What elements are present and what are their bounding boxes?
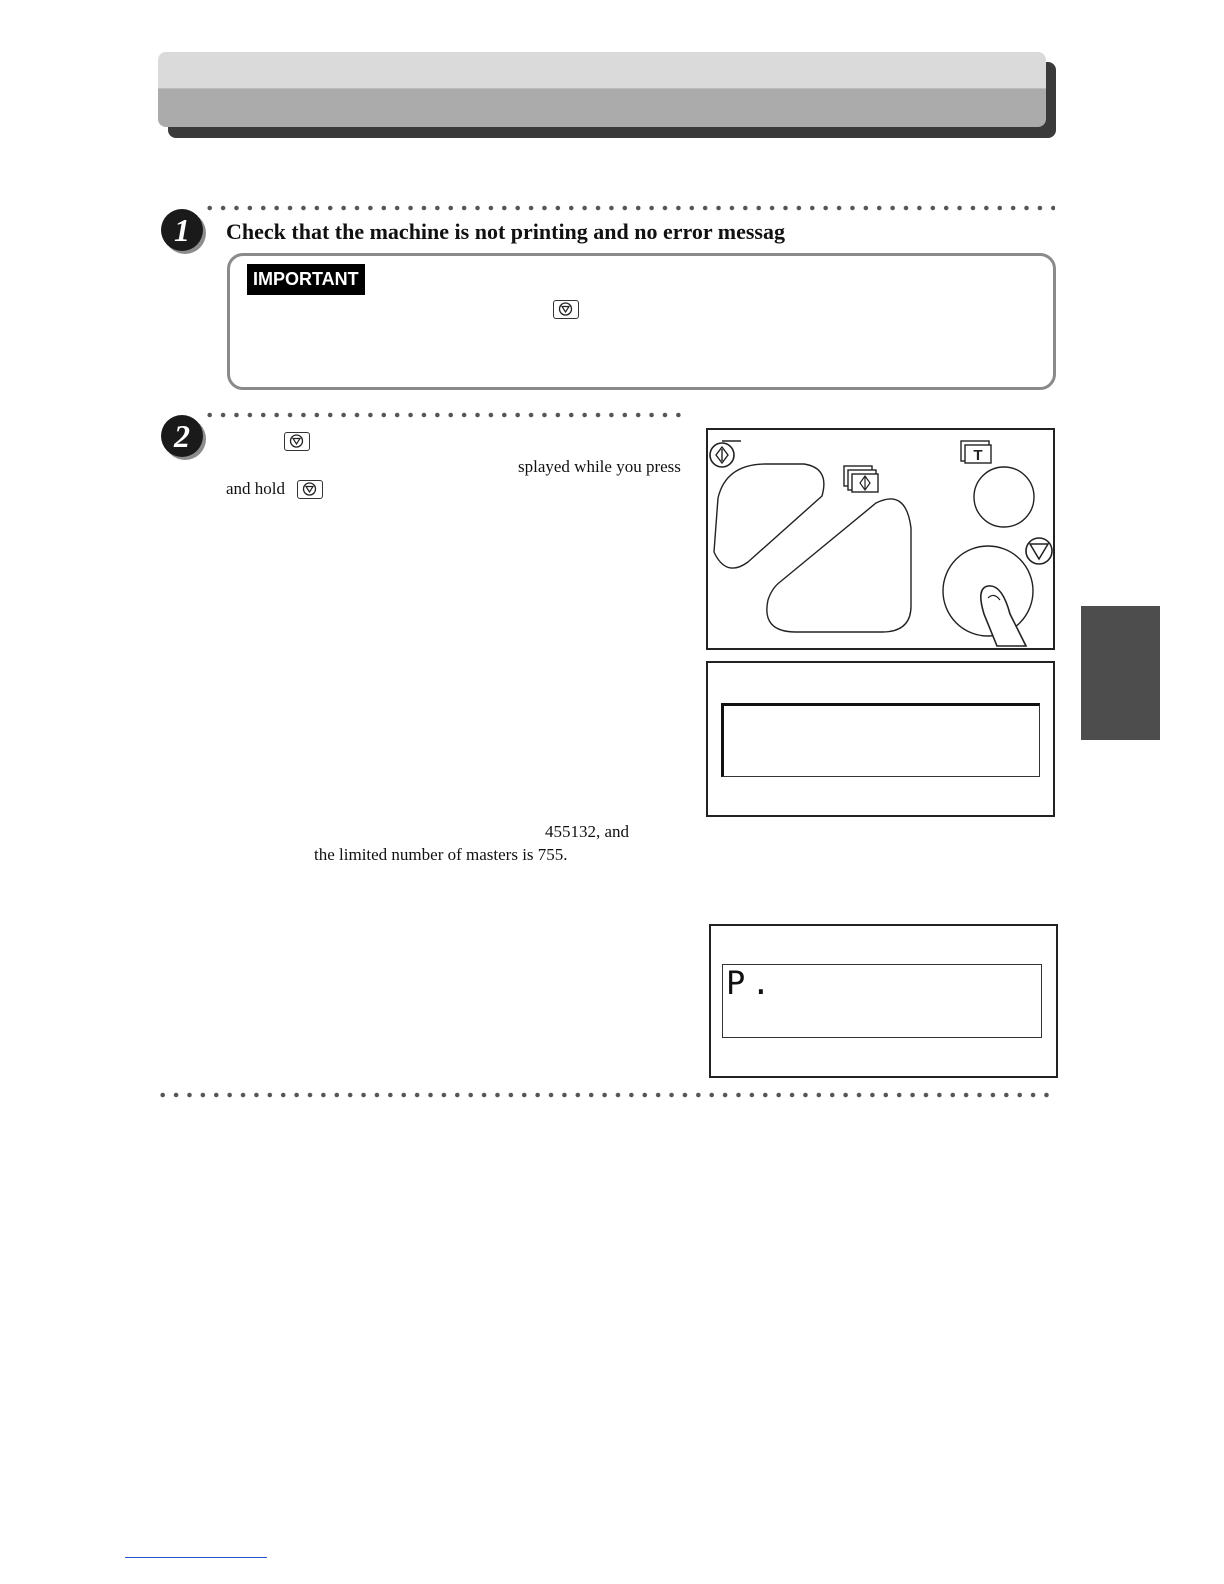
stop-key-icon [553,300,579,319]
footer-link-underline[interactable] [125,1557,267,1558]
print-start-key-icon [844,466,878,492]
chapter-side-tab [1081,606,1160,740]
header-banner-bottom [158,88,1046,127]
header-banner-top [158,52,1046,89]
control-panel-illustration [706,428,1055,650]
dotted-separator [203,412,689,418]
lcd-display-screen [721,703,1040,777]
test-print-key-icon [961,441,991,464]
step-2-instruction: splayed while you press [518,457,681,476]
counter-description-limit: the limited number of masters is 755. [314,845,568,864]
stop-key-icon [297,480,323,499]
test-print-key-button [974,467,1034,527]
step-1-heading: Check that the machine is not printing and no error messag [226,219,785,244]
important-label: IMPORTANT [247,264,365,295]
svg-text:T: T [973,447,983,464]
dotted-separator [156,1092,1056,1098]
svg-text:2: 2 [174,418,190,454]
counter-description: 455132, and [545,822,630,841]
lcd-display-text: P. [726,964,777,1002]
step-2-instruction-hold: and hold [226,479,286,498]
step-2-badge [158,412,206,460]
dotted-separator [203,205,1055,211]
stop-key-icon [284,432,310,451]
svg-text:1: 1 [174,212,190,248]
step-1-badge [158,206,206,254]
